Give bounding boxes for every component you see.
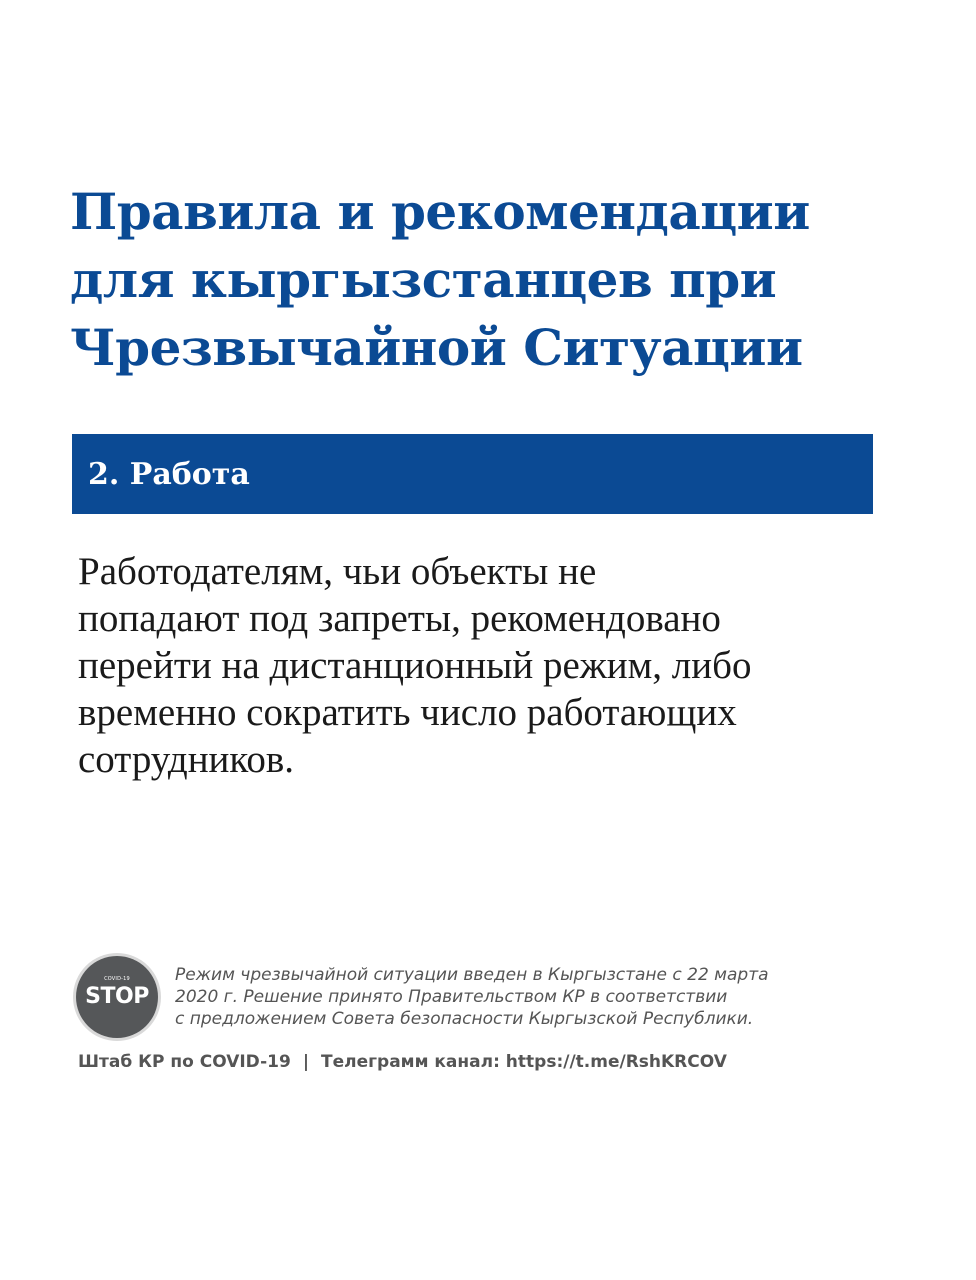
emergency-notice [175, 964, 895, 1030]
recommendation-text [78, 548, 878, 783]
notice-line: 2020 г. Решение принято Правительством КР в соответствии [175, 987, 728, 1007]
body-line: попадают под запреты, рекомендовано [78, 597, 721, 640]
logo-word: STOP [85, 984, 149, 1009]
title-line: для кыргызстанцев при [70, 250, 777, 309]
notice-line: Режим чрезвычайной ситуации введен в Кыргызстане с 22 марта [175, 965, 769, 985]
body-line: Работодателям, чьи объекты не [78, 550, 597, 593]
title-line: Чрезвычайной Ситуации [70, 318, 803, 377]
section-label: 2. Работа [88, 456, 250, 492]
body-line: перейти на дистанционный режим, либо [78, 644, 752, 687]
footer-separator: | [302, 1052, 310, 1072]
telegram-link[interactable]: https://t.me/RshKRCOV [505, 1052, 727, 1072]
body-line: временно сократить число работающих [78, 691, 737, 734]
footer-channel-label: Телеграмм канал: [321, 1052, 500, 1072]
section-header-bar [72, 434, 873, 514]
body-line: сотрудников. [78, 738, 295, 781]
page-title [70, 178, 930, 382]
notice-line: с предложением Совета безопасности Кыргызской Республики. [175, 1009, 754, 1029]
title-line: Правила и рекомендации [70, 182, 810, 241]
stop-covid-logo [76, 956, 158, 1038]
logo-small-text: COVID-19 [104, 976, 130, 982]
footer-org: Штаб КР по COVID-19 [78, 1052, 291, 1072]
footer [78, 1052, 727, 1072]
